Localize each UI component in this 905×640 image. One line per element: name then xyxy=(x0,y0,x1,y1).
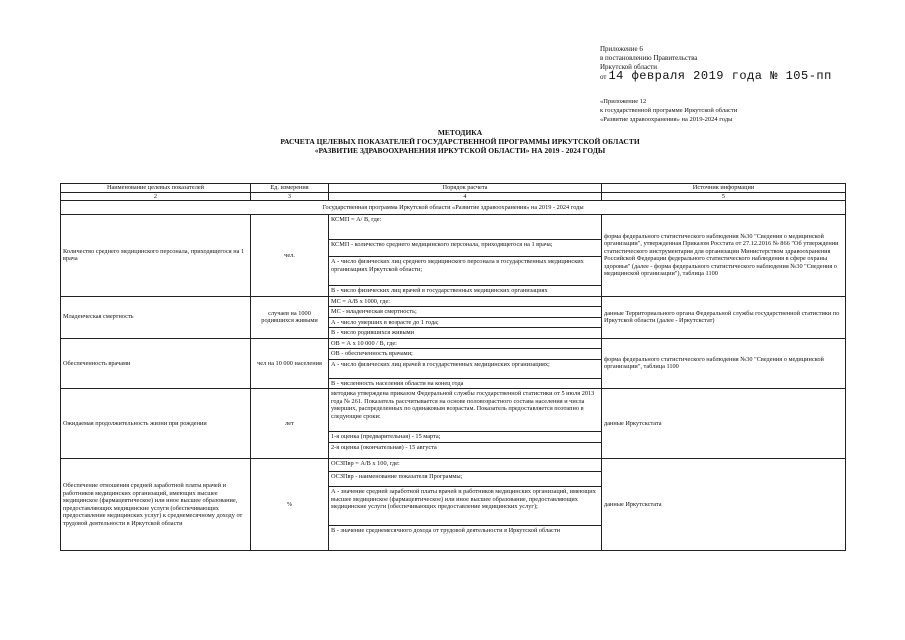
indicator-procedure xyxy=(329,215,602,297)
indicator-source: данные Иркутскстата xyxy=(602,389,846,459)
indicator-name: Обеспечение отношения средней заработной платы врачей и работников медицинских организаций, имеющих высшее медицинское (фармацевтическое) или иное высшее образование, предоставляющих медицинские услуги (обеспечивающих предоставление медицинских услуг) к среднемесячному доходу от трудовой деятельности в Иркутской области xyxy=(61,459,251,551)
indicator-source: форма федерального статистического наблюдения №30 "Сведения о медицинской организации", таблица 1100 xyxy=(602,338,846,389)
procedure-line: МС = А/В х 1000, где: xyxy=(329,297,601,308)
indicator-procedure xyxy=(329,389,602,459)
column-number: 2 xyxy=(61,192,251,201)
indicator-name: Количество среднего медицинского персонала, приходящегося на 1 врача xyxy=(61,215,251,297)
program-appendix-line: к государственной программе Иркутской области xyxy=(600,107,738,114)
column-header-unit: Ед. измерения xyxy=(251,184,329,193)
title-line: «РАЗВИТИЕ ЗДРАВООХРАНЕНИЯ ИРКУТСКОЙ ОБЛАСТИ» НА 2019 - 2024 ГОДЫ xyxy=(314,146,606,155)
column-number-row xyxy=(61,192,846,201)
section-title: Государственная программа Иркутской области «Развитие здравоохранения» на 2019 - 2024 годы xyxy=(61,201,846,215)
procedure-line: А - число физических лиц среднего медицинского персонала в государственных медицинских организациях Иркутской области; xyxy=(329,257,601,286)
indicator-procedure xyxy=(329,338,602,389)
resolution-date: 14 февраля 2019 года № 105-пп xyxy=(608,69,832,83)
table-row xyxy=(61,459,846,551)
procedure-line: КСМП = А/ В, где: xyxy=(329,215,601,240)
table-row xyxy=(61,338,846,389)
column-header-source: Источник информации xyxy=(602,184,846,193)
procedure-line: 1-я оценка (предварительная) - 15 марта; xyxy=(329,432,601,443)
program-appendix-line: «Развитие здравоохранения» на 2019-2024 годы xyxy=(600,116,733,123)
column-header-name: Наименование целевых показателей xyxy=(61,184,251,193)
indicator-unit: чел. xyxy=(251,215,329,297)
table-header-row xyxy=(61,184,846,193)
indicator-procedure xyxy=(329,459,602,551)
procedure-line: ОСЗПвр - наименование показателя Программы; xyxy=(329,472,601,487)
indicator-unit: % xyxy=(251,459,329,551)
appendix-header xyxy=(600,45,900,82)
procedure-line: В - значение среднемесячного дохода от трудовой деятельности в Иркутской области xyxy=(331,527,560,534)
document-title xyxy=(230,128,690,155)
procedure-line: ОВ - обеспеченность врачами; xyxy=(329,349,601,360)
procedure-line: 2-я оценка (окончательная) - 15 августа xyxy=(331,443,437,451)
table-row xyxy=(61,389,846,459)
column-number: 5 xyxy=(602,192,846,201)
indicator-source: данные Территориального органа Федеральной службы государственной статистики по Иркутской области (далее - Иркутскстат) xyxy=(602,296,846,338)
procedure-line: В - число физических лиц врачей в государственных медицинских организациях xyxy=(331,287,548,294)
table-row xyxy=(61,215,846,297)
procedure-line: А - число умерших в возрасте до 1 года; xyxy=(329,318,601,329)
program-appendix-line: «Приложение 12 xyxy=(600,98,647,105)
column-number: 3 xyxy=(251,192,329,201)
column-number: 4 xyxy=(329,192,602,201)
title-line: МЕТОДИКА xyxy=(437,128,483,137)
table-row xyxy=(61,296,846,338)
procedure-line: А - значение средней заработной платы врачей и работников медицинских организаций, имеющих высшее медицинское (фармацевтическое) или иное высшее образование, предоставляющих медицинские услуги (обеспечивающих предоставление медицинских услуг); xyxy=(329,487,601,526)
title-line: РАСЧЕТА ЦЕЛЕВЫХ ПОКАЗАТЕЛЕЙ ГОСУДАРСТВЕННОЙ ПРОГРАММЫ ИРКУТСКОЙ ОБЛАСТИ xyxy=(280,137,640,146)
section-row xyxy=(61,201,846,215)
indicator-name: Ожидаемая продолжительность жизни при рождении xyxy=(61,389,251,459)
indicator-source: форма федерального статистического наблюдения №30 "Сведения о медицинской организации", утвержденная Приказом Росстата от 27.12.2016 № 866 "Об утверждении статистического инструментария для организации Министерством здравоохранения Российской Федерации федерального статистического наблюдения в сфере охраны здоровья" (далее - форма федерального статистического наблюдения №30 "Сведения о медицинской организации"), таблица 1100 xyxy=(602,215,846,297)
procedure-line: В - число родившихся живыми xyxy=(331,329,415,336)
procedure-line: ОСЗПвр = А/В х 100, где: xyxy=(329,459,601,472)
column-header-procedure: Порядок расчета xyxy=(329,184,602,193)
procedure-line: В - численность населения области на конец года xyxy=(331,379,464,387)
date-prefix: от xyxy=(600,73,607,81)
indicator-unit: случаев на 1000 родившихся живыми xyxy=(251,296,329,338)
appendix-line: Иркутской области xyxy=(600,63,658,71)
indicator-name: Младенческая смертность xyxy=(61,296,251,338)
indicator-procedure xyxy=(329,296,602,338)
indicator-source: данные Иркутскстата xyxy=(602,459,846,551)
indicator-name: Обеспеченность врачами xyxy=(61,338,251,389)
procedure-line: ОВ = А х 10 000 / В, где: xyxy=(329,339,601,350)
procedure-line: КСМП - количество среднего медицинского персонала, приходящегося на 1 врача; xyxy=(329,240,601,257)
procedure-line: МС - младенческая смертность; xyxy=(329,307,601,318)
procedure-line: методика утверждена приказом Федеральной службы государственной статистики от 5 июля 2013 года № 261. Показатель рассчитывается на основе половозрастного состава населения и числа умерших, распределенных по одинаковым возрастам. Показатель предоставляется поэтапно в следующие сроки: xyxy=(329,389,601,432)
program-appendix-header xyxy=(600,97,900,124)
procedure-line: А - число физических лиц врачей в государственных медицинских организациях; xyxy=(329,360,601,379)
appendix-line: в постановлению Правительства xyxy=(600,54,698,62)
indicators-table xyxy=(60,183,846,551)
appendix-line: Приложение 6 xyxy=(600,45,643,53)
indicator-unit: чел на 10 000 населения xyxy=(251,338,329,389)
resolution-date-line xyxy=(600,69,900,83)
indicator-unit: лет xyxy=(251,389,329,459)
